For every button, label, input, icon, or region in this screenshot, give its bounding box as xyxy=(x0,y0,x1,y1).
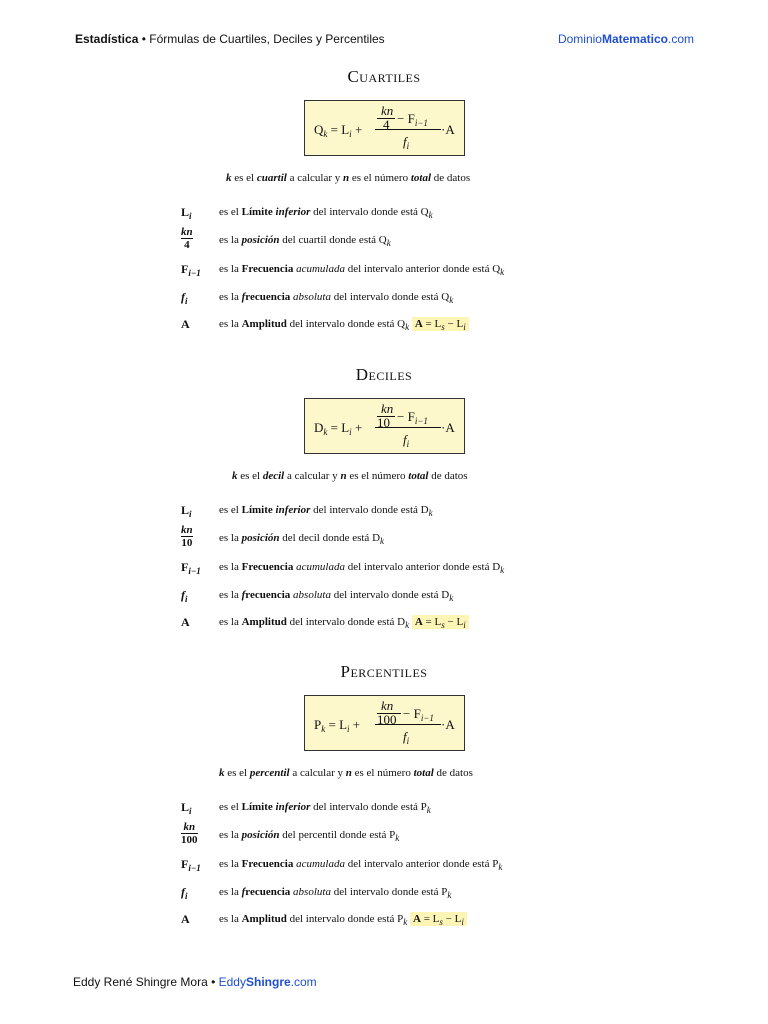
target-sub-k: k xyxy=(403,917,408,927)
formula-F-term: − $F_{i-1}$ xyxy=(403,706,434,723)
formula-inner-bar xyxy=(377,118,395,119)
target-sub-k: k xyxy=(405,322,410,332)
term-frecuencia: Frecuencia xyxy=(241,263,297,275)
symbol-sub-i: i xyxy=(189,806,192,816)
term-absoluta: absoluta xyxy=(293,589,331,601)
symbol-Li: $L_i$ xyxy=(181,800,192,816)
formula-fi: $f_i$ xyxy=(403,134,410,151)
section-description: k es el cuartil a calcular y n es el número total de datos xyxy=(226,172,471,184)
formula-times-A: ·A xyxy=(441,420,455,435)
symbol-kn-fraction xyxy=(181,821,198,846)
formula-kn: kn xyxy=(381,103,394,118)
desc-total: total xyxy=(408,470,429,482)
formula-main-bar xyxy=(375,129,441,130)
symbol-sub-im1: i−1 xyxy=(188,863,201,873)
header-site-link[interactable]: DominioMatematico.com xyxy=(557,32,694,46)
row-amplitude: es la Amplitud del intervalo donde está $Q_k$ $A = L_s - L_i$ xyxy=(219,318,469,330)
desc-k: k xyxy=(232,470,238,482)
symbol-sub-im1: i−1 xyxy=(188,268,201,278)
formula-F-term: − $F_{i-1}$ xyxy=(397,409,428,426)
symbol-sub-i: i xyxy=(185,296,188,306)
desc-total: total xyxy=(410,172,431,184)
row-lower-limit: es el Límite inferior del intervalo donde está $Q_k$ xyxy=(219,206,433,220)
target-symbol: $P_k$ xyxy=(420,801,431,815)
symbol-A: A xyxy=(181,912,190,926)
amp-sub-s: s xyxy=(441,322,445,332)
amplitude-formula-rhs: = $L_s - L_i$ xyxy=(422,318,466,332)
symbol-Li: $L_i$ xyxy=(181,205,192,221)
term-amplitud: Amplitud xyxy=(241,913,287,925)
formula-inner-bar xyxy=(377,713,401,714)
formula-fi: $f_i$ xyxy=(403,729,410,746)
desc-n: n xyxy=(345,767,352,779)
term-frecuencia: Frecuencia xyxy=(241,858,297,870)
term-amplitud: Amplitud xyxy=(241,616,287,628)
formula-inner-bar xyxy=(377,416,395,417)
target-sub-k: k xyxy=(380,536,385,546)
term-posicion: posición xyxy=(241,234,280,246)
section-description: k es el decil a calcular y n es el número total de datos xyxy=(232,470,468,482)
row-amplitude: es la Amplitud del intervalo donde está $P_k$ $A = L_s - L_i$ xyxy=(219,913,467,925)
formula-times-A: ·A xyxy=(441,717,455,732)
term-acumulada: acumulada xyxy=(296,263,345,275)
term-posicion: posición xyxy=(241,829,280,841)
target-sub-k: k xyxy=(447,890,452,900)
term-acumulada: acumulada xyxy=(296,858,345,870)
section-description: k es el percentil a calcular y n es el número total de datos xyxy=(219,767,473,779)
symbol-fi: $f_i$ xyxy=(181,290,188,306)
formula-sub-im1: i−1 xyxy=(414,416,428,426)
term-posicion: posición xyxy=(241,532,280,544)
amplitude-formula: $A = L_s - L_i$ xyxy=(410,912,467,926)
target-symbol: $P_k$ xyxy=(492,858,503,872)
target-sub-k: k xyxy=(498,862,503,872)
symbol-Li: $L_i$ xyxy=(181,503,192,519)
target-symbol: $P_k$ xyxy=(389,829,400,843)
formula-sub-k: k xyxy=(323,427,328,437)
target-symbol: $P_k$ xyxy=(397,913,408,927)
row-amplitude: es la Amplitud del intervalo donde está $D_k$ $A = L_s - L_i$ xyxy=(219,616,469,628)
term-inferior: inferior xyxy=(275,504,311,516)
formula-divisor: 10 xyxy=(377,415,390,430)
formula-fi: $f_i$ xyxy=(403,432,410,449)
term-limite: Límite xyxy=(241,801,276,813)
term-acumulada: acumulada xyxy=(296,561,345,573)
symbol-kn: kn xyxy=(181,524,193,536)
amp-sub-s: s xyxy=(439,917,443,927)
symbol-divisor: 10 xyxy=(181,537,193,549)
term-frecuencia: Frecuencia xyxy=(241,561,297,573)
formula-lhs: $Q_k = L_i$ + xyxy=(314,122,363,139)
target-sub-k: k xyxy=(386,238,391,248)
target-sub-k: k xyxy=(426,805,431,815)
target-symbol: $Q_k$ xyxy=(420,206,433,220)
symbol-fi: $f_i$ xyxy=(181,588,188,604)
footer-author: Eddy René Shingre Mora • xyxy=(73,975,219,989)
formula-main-bar xyxy=(375,724,441,725)
formula-sub-k: k xyxy=(321,724,326,734)
formula-lhs: $P_k = L_i$ + xyxy=(314,717,361,734)
formula-box xyxy=(304,695,465,751)
desc-n: n xyxy=(343,172,350,184)
term-recuencia: recuencia xyxy=(245,589,294,601)
formula-sub-i: i xyxy=(406,736,410,746)
term-recuencia: recuencia xyxy=(245,886,294,898)
formula-sub-i: i xyxy=(406,141,410,151)
section-title: Deciles xyxy=(355,365,413,384)
target-sub-k: k xyxy=(405,620,410,630)
formula-sub-i: i xyxy=(349,427,352,437)
term-inferior: inferior xyxy=(275,206,311,218)
term-f: f xyxy=(241,589,246,601)
symbol-kn: kn xyxy=(181,226,193,238)
amplitude-formula: $A = L_s - L_i$ xyxy=(412,317,469,331)
target-symbol: $P_k$ xyxy=(441,886,452,900)
term-absoluta: absoluta xyxy=(293,886,331,898)
formula-box xyxy=(304,100,465,156)
desc-k: k xyxy=(226,172,232,184)
term-limite: Límite xyxy=(241,206,276,218)
formula-box xyxy=(304,398,465,454)
row-cumulative-frequency: es la Frecuencia acumulada del intervalo anterior donde está $P_k$ xyxy=(219,858,503,872)
target-symbol: $Q_k$ xyxy=(441,291,454,305)
formula-times-A: ·A xyxy=(441,122,455,137)
target-symbol: $D_k$ xyxy=(492,561,505,575)
term-absoluta: absoluta xyxy=(293,291,331,303)
term-f: f xyxy=(241,291,246,303)
formula-kn: kn xyxy=(381,401,394,416)
row-position: es la posición del percentil donde está $P_k$ xyxy=(219,829,400,843)
formula-sub-im1: i−1 xyxy=(414,118,428,128)
row-absolute-frequency: es la frecuencia absoluta del intervalo donde está $D_k$ xyxy=(219,589,454,603)
symbol-divisor: 100 xyxy=(181,834,198,846)
symbol-sub-i: i xyxy=(185,891,188,901)
target-sub-k: k xyxy=(428,508,433,518)
row-lower-limit: es el Límite inferior del intervalo donde está $P_k$ xyxy=(219,801,431,815)
page-header xyxy=(75,32,694,50)
term-amplitud: Amplitud xyxy=(241,318,287,330)
desc-term: cuartil xyxy=(256,172,287,184)
amp-sub-i: i xyxy=(461,917,464,927)
row-cumulative-frequency: es la Frecuencia acumulada del intervalo anterior donde está $D_k$ xyxy=(219,561,505,575)
symbol-Fim1: $F_{i-1}$ xyxy=(181,560,201,576)
target-symbol: $D_k$ xyxy=(441,589,454,603)
symbol-Fim1: $F_{i-1}$ xyxy=(181,262,201,278)
header-title: Estadística • Fórmulas de Cuartiles, Deciles y Percentiles xyxy=(75,32,385,46)
amp-sub-i: i xyxy=(463,322,466,332)
symbol-A: A xyxy=(181,615,190,629)
formula-sub-i: i xyxy=(347,724,350,734)
target-sub-k: k xyxy=(500,267,505,277)
footer-site-link[interactable]: EddyShingre.com xyxy=(218,975,317,989)
amp-sub-s: s xyxy=(441,620,445,630)
formula-sub-i: i xyxy=(349,129,352,139)
target-sub-k: k xyxy=(449,593,454,603)
target-sub-k: k xyxy=(449,295,454,305)
desc-term: decil xyxy=(262,470,285,482)
symbol-kn-fraction xyxy=(181,524,193,549)
symbol-sub-i: i xyxy=(185,594,188,604)
section-title: Cuartiles xyxy=(347,67,421,86)
amp-sub-i: i xyxy=(463,620,466,630)
section-title: Percentiles xyxy=(340,662,428,681)
formula-divisor: 4 xyxy=(383,117,390,132)
symbol-kn: kn xyxy=(183,821,196,833)
term-f: f xyxy=(241,886,246,898)
desc-n: n xyxy=(340,470,347,482)
term-limite: Límite xyxy=(241,504,276,516)
row-cumulative-frequency: es la Frecuencia acumulada del intervalo anterior donde está $Q_k$ xyxy=(219,263,505,277)
formula-main-bar xyxy=(375,427,441,428)
target-sub-k: k xyxy=(500,565,505,575)
symbol-fi: $f_i$ xyxy=(181,885,188,901)
amplitude-formula-rhs: = $L_s - L_i$ xyxy=(420,913,464,927)
term-inferior: inferior xyxy=(275,801,311,813)
target-symbol: $D_k$ xyxy=(372,532,385,546)
target-symbol: $Q_k$ xyxy=(492,263,505,277)
symbol-sub-im1: i−1 xyxy=(188,566,201,576)
symbol-sub-i: i xyxy=(189,509,192,519)
symbol-kn-fraction xyxy=(181,226,193,251)
formula-divisor: 100 xyxy=(377,712,397,727)
symbol-A: A xyxy=(181,317,190,331)
symbol-sub-i: i xyxy=(189,211,192,221)
term-recuencia: recuencia xyxy=(245,291,294,303)
target-sub-k: k xyxy=(428,210,433,220)
amplitude-formula-rhs: = $L_s - L_i$ xyxy=(422,616,466,630)
desc-k: k xyxy=(219,767,225,779)
row-position: es la posición del cuartil donde está $Q_k$ xyxy=(219,234,391,248)
formula-lhs: $D_k = L_i$ + xyxy=(314,420,363,437)
symbol-Fim1: $F_{i-1}$ xyxy=(181,857,201,873)
row-position: es la posición del decil donde está $D_k$ xyxy=(219,532,385,546)
desc-term: percentil xyxy=(249,767,290,779)
formula-F-term: − $F_{i-1}$ xyxy=(397,111,428,128)
target-sub-k: k xyxy=(395,833,400,843)
target-symbol: $D_k$ xyxy=(420,504,433,518)
row-absolute-frequency: es la frecuencia absoluta del intervalo donde está $P_k$ xyxy=(219,886,452,900)
row-absolute-frequency: es la frecuencia absoluta del intervalo donde está $Q_k$ xyxy=(219,291,454,305)
amplitude-formula: $A = L_s - L_i$ xyxy=(412,615,469,629)
target-symbol: $D_k$ xyxy=(397,616,410,630)
target-symbol: $Q_k$ xyxy=(378,234,391,248)
desc-total: total xyxy=(413,767,434,779)
row-lower-limit: es el Límite inferior del intervalo donde está $D_k$ xyxy=(219,504,433,518)
formula-sub-i: i xyxy=(406,439,410,449)
target-symbol: $Q_k$ xyxy=(397,318,410,332)
symbol-divisor: 4 xyxy=(181,238,193,251)
formula-sub-im1: i−1 xyxy=(420,713,434,723)
formula-kn: kn xyxy=(381,698,394,713)
page-footer xyxy=(73,975,317,989)
formula-sub-k: k xyxy=(323,129,328,139)
